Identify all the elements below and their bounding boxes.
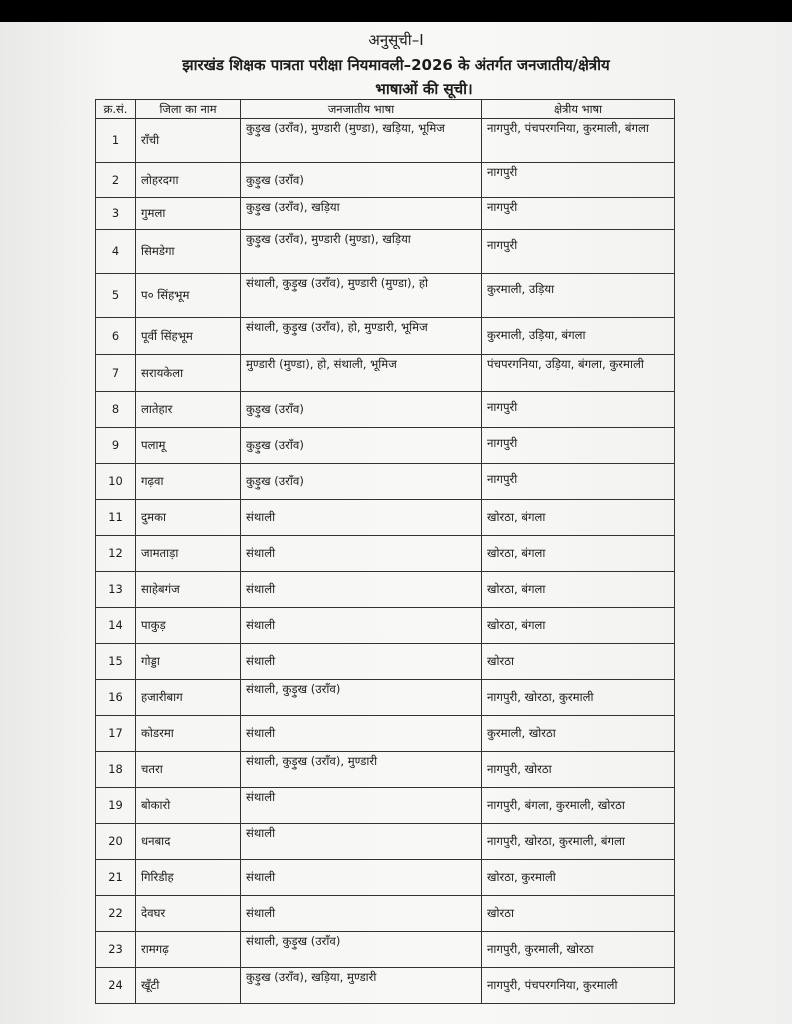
serial-number-text: 1 [111,133,120,147]
tribal-languages [241,230,482,274]
regional-languages-text: कुरमाली, उड़िया, बंगला [487,328,586,342]
regional-languages-text: खोरठा, बंगला [487,618,546,632]
regional-languages-text: खोरठा, बंगला [487,510,546,524]
regional-languages [482,428,675,464]
tribal-languages-text: संथाली, कुड़ुख (उराँव), मुण्डारी [246,754,378,768]
tribal-languages-text: संथाली, कुड़ुख (उराँव) [246,934,341,948]
district-name-text: गोड्डा [141,654,160,668]
serial-number-text: 22 [108,906,123,920]
serial-number [96,464,136,500]
district-name-text: पूर्वी सिंहभूम [141,328,193,343]
tribal-languages-text: संथाली [246,826,276,840]
district-name [136,860,241,896]
regional-languages [482,752,675,788]
regional-languages-text: कुरमाली, खोरठा [487,726,556,740]
table-row [96,119,675,163]
regional-languages-text: नागपुरी, बंगला, कुरमाली, खोरठा [487,798,625,812]
tribal-languages [241,968,482,1004]
serial-number [96,716,136,752]
serial-number [96,896,136,932]
regional-languages [482,788,675,824]
district-name [136,536,241,572]
district-name [136,752,241,788]
tribal-languages-text: संथाली [246,582,276,596]
district-name-text: खूँटी [141,978,160,992]
serial-number-text: 6 [111,328,120,343]
district-name [136,355,241,392]
document-heading-line-2 [0,79,792,99]
tribal-languages-text: संथाली, कुड़ुख (उराँव) [246,682,341,696]
table-row [96,198,675,230]
district-name-text: कोडरमा [141,726,174,740]
table-row [96,932,675,968]
tribal-languages [241,608,482,644]
serial-number [96,608,136,644]
regional-languages-text: नागपुरी, कुरमाली, खोरठा [487,942,594,956]
regional-languages [482,464,675,500]
regional-languages [482,824,675,860]
district-name [136,274,241,318]
regional-languages [482,536,675,572]
district-name-text: गुमला [141,206,166,220]
tribal-languages [241,896,482,932]
regional-languages [482,163,675,198]
tribal-languages-text: कुड़ुख (उराँव) [246,438,304,452]
tribal-languages [241,428,482,464]
district-name [136,392,241,428]
tribal-languages-text: कुड़ुख (उराँव), खड़िया, मुण्डारी [246,970,377,984]
regional-languages [482,318,675,355]
table-row [96,392,675,428]
tribal-languages [241,464,482,500]
tribal-languages [241,716,482,752]
serial-number [96,428,136,464]
tribal-languages-text: कुड़ुख (उराँव), मुण्डारी (मुण्डा), खड़िया, भूमिज [246,121,445,135]
district-name-text: धनबाद [141,834,171,848]
tribal-languages-text: संथाली, कुड़ुख (उराँव), मुण्डारी (मुण्डा), हो [246,276,429,290]
district-name-text: गिरिडीह [141,870,174,884]
tribal-languages [241,500,482,536]
regional-languages-text: नागपुरी, खोरठा [487,762,552,776]
tribal-languages [241,752,482,788]
district-name [136,932,241,968]
tribal-languages-text: संथाली, कुड़ुख (उराँव), हो, मुण्डारी, भूमिज [246,320,428,334]
regional-languages-text: नागपुरी, पंचपरगनिया, कुरमाली, बंगला [487,121,649,135]
serial-number [96,163,136,198]
regional-languages [482,355,675,392]
district-name [136,464,241,500]
district-name [136,500,241,536]
tribal-languages-text: संथाली [246,618,276,632]
serial-number-text: 16 [108,690,123,704]
table-row [96,608,675,644]
table-row [96,428,675,464]
serial-number [96,230,136,274]
serial-number-text: 15 [108,654,123,668]
tribal-languages-text: कुड़ुख (उराँव), खड़िया [246,200,340,214]
district-name-text: रामगढ़ [141,942,169,956]
serial-number [96,536,136,572]
district-name-text: साहेबगंज [141,582,180,596]
serial-number [96,752,136,788]
serial-number-text: 21 [108,870,123,884]
tribal-languages [241,572,482,608]
regional-languages [482,274,675,318]
col-header-district: जिला का नाम [136,100,241,119]
table-row [96,680,675,716]
serial-number-text: 5 [111,288,120,302]
tribal-languages-text: संथाली [246,870,276,884]
table-row [96,536,675,572]
table-row [96,163,675,198]
district-name [136,163,241,198]
tribal-languages-text: संथाली [246,726,276,740]
schedule-title: अनुसूची–I [368,31,424,49]
tribal-languages-text: कुड़ुख (उराँव) [246,402,304,416]
tribal-languages [241,536,482,572]
col-header-regional-language: क्षेत्रीय भाषा [482,100,675,119]
regional-languages [482,896,675,932]
district-name-text: बोकारो [141,798,171,812]
regional-languages-text: कुरमाली, उड़िया [487,282,555,296]
regional-languages-text: खोरठा, कुरमाली [487,870,556,884]
regional-languages-text: नागपुरी [487,165,518,179]
regional-languages-text: नागपुरी [487,200,518,214]
serial-number [96,644,136,680]
regional-languages-text: नागपुरी, पंचपरगनिया, कुरमाली [487,978,618,992]
serial-number-text: 3 [111,206,120,220]
serial-number-text: 11 [108,510,123,524]
tribal-languages-text: कुड़ुख (उराँव) [246,474,304,488]
serial-number-text: 9 [111,438,120,452]
col-header-tribal-language: जनजातीय भाषा [241,100,482,119]
serial-number-text: 14 [108,618,123,632]
serial-number [96,274,136,318]
tribal-languages [241,932,482,968]
serial-number [96,392,136,428]
table-row [96,860,675,896]
regional-languages [482,500,675,536]
regional-languages-text: नागपुरी [487,238,518,252]
col-header-serial: क्र.सं. [96,100,136,119]
serial-number-text: 18 [108,762,123,776]
regional-languages [482,572,675,608]
district-name [136,198,241,230]
district-name [136,572,241,608]
language-table [95,99,675,1004]
district-name [136,644,241,680]
serial-number [96,968,136,1004]
serial-number-text: 19 [108,798,123,812]
regional-languages [482,119,675,163]
district-name-text: जामताड़ा [141,546,179,560]
serial-number-text: 4 [111,244,120,258]
serial-number [96,824,136,860]
tribal-languages [241,163,482,198]
district-name [136,318,241,355]
tribal-languages [241,119,482,163]
serial-number [96,355,136,392]
table-row [96,500,675,536]
regional-languages-text: नागपुरी, खोरठा, कुरमाली, बंगला [487,834,625,848]
district-name-text: हजारीबाग [141,690,183,704]
tribal-languages [241,355,482,392]
serial-number [96,572,136,608]
tribal-languages-text: कुड़ुख (उराँव) [246,173,304,187]
district-name-text: सरायकेला [141,365,184,380]
tribal-languages-text: संथाली [246,654,276,668]
table-row [96,752,675,788]
tribal-languages [241,198,482,230]
document-heading-line-2-text: भाषाओं की सूची। [375,80,473,98]
serial-number-text: 20 [108,834,123,848]
regional-languages [482,198,675,230]
regional-languages-text: खोरठा, बंगला [487,582,546,596]
table-row [96,788,675,824]
serial-number-text: 17 [108,726,123,740]
regional-languages [482,644,675,680]
serial-number [96,788,136,824]
district-name [136,896,241,932]
serial-number-text: 8 [111,402,120,416]
district-name-text: प० सिंहभूम [141,288,190,302]
table-row [96,464,675,500]
district-name [136,119,241,163]
regional-languages [482,932,675,968]
tribal-languages-text: संथाली [246,790,276,804]
tribal-languages-text: संथाली [246,546,276,560]
table-row [96,644,675,680]
tribal-languages [241,392,482,428]
serial-number [96,119,136,163]
table-row [96,355,675,392]
serial-number-text: 24 [108,978,123,992]
district-name-text: देवघर [141,906,166,920]
serial-number-text: 12 [108,546,123,560]
district-name [136,824,241,860]
table-row [96,824,675,860]
serial-number [96,318,136,355]
district-name [136,230,241,274]
district-name-text: राँची [141,133,160,147]
serial-number [96,680,136,716]
regional-languages-text: नागपुरी [487,400,518,414]
table-row [96,572,675,608]
document-heading-line-1: झारखंड शिक्षक पात्रता परीक्षा नियमावली–2026 के अंतर्गत जनजातीय/क्षेत्रीय [182,56,610,74]
table-row [96,230,675,274]
regional-languages [482,968,675,1004]
district-name [136,788,241,824]
district-name-text: पलामू [141,438,166,452]
regional-languages-text: नागपुरी, खोरठा, कुरमाली [487,690,594,704]
district-name [136,428,241,464]
regional-languages [482,860,675,896]
tribal-languages [241,788,482,824]
regional-languages-text: खोरठा [487,654,514,668]
regional-languages-text: खोरठा [487,906,514,920]
regional-languages [482,680,675,716]
serial-number [96,860,136,896]
regional-languages [482,230,675,274]
district-name-text: सिमडेगा [141,244,175,258]
serial-number-text: 2 [111,172,120,187]
district-name-text: चतरा [141,762,163,776]
tribal-languages [241,680,482,716]
serial-number [96,198,136,230]
table-row [96,716,675,752]
table-row [96,318,675,355]
table-header-row [96,100,675,119]
regional-languages-text: नागपुरी [487,472,518,486]
tribal-languages [241,644,482,680]
serial-number-text: 10 [108,474,123,488]
district-name [136,608,241,644]
district-name-text: लातेहार [141,402,173,416]
table-row [96,896,675,932]
tribal-languages [241,274,482,318]
district-name-text: लोहरदगा [141,172,179,187]
tribal-languages-text: संथाली [246,510,276,524]
tribal-languages [241,860,482,896]
serial-number-text: 13 [108,582,123,596]
regional-languages [482,392,675,428]
regional-languages [482,716,675,752]
tribal-languages-text: संथाली [246,906,276,920]
tribal-languages [241,824,482,860]
district-name [136,716,241,752]
district-name-text: गढ़वा [141,474,164,488]
regional-languages-text: खोरठा, बंगला [487,546,546,560]
tribal-languages [241,318,482,355]
regional-languages [482,608,675,644]
district-name [136,680,241,716]
table-row [96,274,675,318]
district-name [136,968,241,1004]
table-row [96,968,675,1004]
regional-languages-text: पंचपरगनिया, उड़िया, बंगला, कुरमाली [487,357,644,371]
serial-number-text: 23 [108,942,123,956]
tribal-languages-text: मुण्डारी (मुण्डा), हो, संथाली, भूमिज [246,357,397,371]
serial-number [96,932,136,968]
district-name-text: दुमका [141,510,166,524]
serial-number [96,500,136,536]
top-black-bar [0,0,792,22]
tribal-languages-text: कुड़ुख (उराँव), मुण्डारी (मुण्डा), खड़िया [246,232,411,246]
regional-languages-text: नागपुरी [487,436,518,450]
serial-number-text: 7 [111,365,120,380]
district-name-text: पाकुड़ [141,618,166,632]
